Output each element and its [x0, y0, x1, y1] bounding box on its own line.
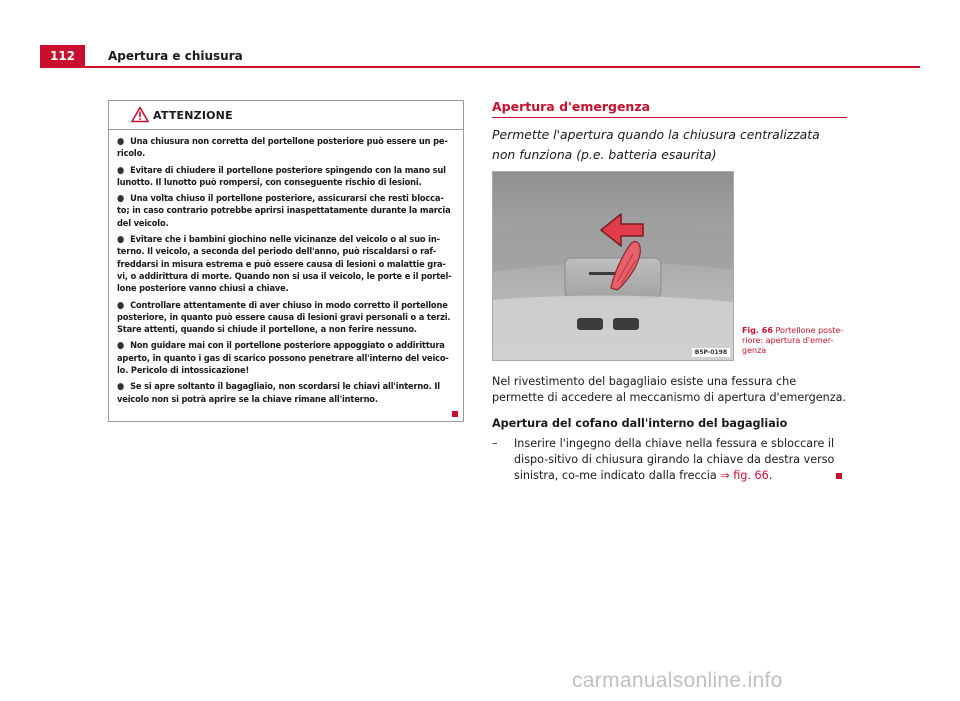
figure-66	[492, 171, 734, 361]
bullet-icon: ●	[117, 164, 125, 176]
warning-item-text: Controllare attentamente di aver chiuso in modo corretto il portellone posteriore, in quanto può essere causa di lesioni gravi personali o a terzi. Stare attenti, quando si chiude il portellone, a non ferire nessuno.	[117, 299, 451, 336]
warning-item	[117, 300, 455, 337]
warning-item-text: Evitare di chiudere il portellone posteriore spingendo con la mano sul lunotto. Il lunotto può rompersi, con conseguente rischio di lesioni.	[117, 164, 446, 188]
bullet-icon: ●	[117, 193, 125, 205]
warning-item	[117, 136, 455, 161]
warning-title: ATTENZIONE	[153, 109, 233, 122]
section-title: Apertura d'emergenza	[492, 99, 651, 114]
figure-label: Fig. 66	[742, 326, 773, 335]
step-end: .	[768, 469, 773, 482]
section-intro: Permette l'apertura quando la chiusura centralizzata non funziona (p.e. batteria esaurita)	[492, 127, 820, 162]
end-marker	[836, 473, 842, 479]
warning-body	[109, 130, 463, 406]
bullet-icon: ●	[117, 340, 125, 352]
warning-item-text: Una volta chiuso il portellone posteriore, assicurarsi che resti blocca-to; in caso contrario potrebbe aprirsi inaspettatamente durante la marcia del veicolo.	[117, 193, 451, 229]
bullet-icon: ●	[117, 299, 125, 311]
subheading: Apertura del cofano dall'interno del bagagliaio	[492, 417, 788, 430]
section-rule	[492, 117, 847, 118]
bullet-icon: ●	[117, 381, 125, 393]
warning-item-text: Evitare che i bambini giochino nelle vicinanze del veicolo o al suo in-terno. Il veicolo, a seconda del periodo dell'anno, può riscaldarsi o raf-freddarsi in misura estrema e può essere causa di lesioni o malattie gra-vi, o addirittura di morte. Quando non si usa il veicolo, le porte e il portel-lone posteriore vanno chiusi a chiave.	[117, 234, 452, 295]
warning-item	[117, 340, 455, 377]
warning-item	[117, 165, 455, 190]
warning-item	[117, 193, 455, 230]
warning-item	[117, 381, 455, 406]
figure-caption-text: Portellone poste-riore: apertura d'emer-genza	[742, 326, 844, 355]
warning-item-text: Non guidare mai con il portellone posteriore appoggiato o addirittura aperto, in quanto i gas di scarico possono penetrare all'interno del veico-lo. Pericolo di intossicazione!	[117, 340, 449, 377]
step-dash: –	[492, 437, 498, 450]
step-text: Inserire l'ingegno della chiave nella fessura e sbloccare il dispo-sitivo di chiusura girando la chiave da destra verso sinistra, co-me indicato dalla freccia	[514, 437, 835, 482]
warning-item-text: Se si apre soltanto il bagagliaio, non scordarsi le chiavi all'interno. Il veicolo non si potrà aprire se la chiave rimane all'interno.	[117, 381, 440, 405]
watermark: carmanualsonline.info	[572, 669, 783, 692]
warning-item-text: Una chiusura non corretta del portellone posteriore può essere un pe-ricolo.	[117, 136, 448, 160]
header-rule	[40, 66, 920, 68]
warning-item	[117, 234, 455, 295]
emergency-release-illustration	[493, 172, 733, 360]
figure-code: B5P-0198	[692, 348, 730, 357]
end-marker	[452, 411, 458, 417]
warning-triangle-icon	[131, 106, 149, 123]
figure-reference-link[interactable]: ⇒ fig. 66	[720, 469, 769, 482]
warning-header	[109, 101, 463, 130]
page-number: 112	[40, 45, 85, 66]
warning-box	[108, 100, 464, 422]
step-body	[514, 436, 847, 484]
instruction-step	[492, 436, 847, 484]
figure-caption	[742, 326, 852, 356]
bullet-icon: ●	[117, 234, 125, 246]
chapter-title: Apertura e chiusura	[108, 49, 243, 63]
body-paragraph: Nel rivestimento del bagagliaio esiste una fessura che permette di accedere al meccanismo di apertura d'emergenza.	[492, 375, 847, 404]
bullet-icon: ●	[117, 136, 125, 147]
